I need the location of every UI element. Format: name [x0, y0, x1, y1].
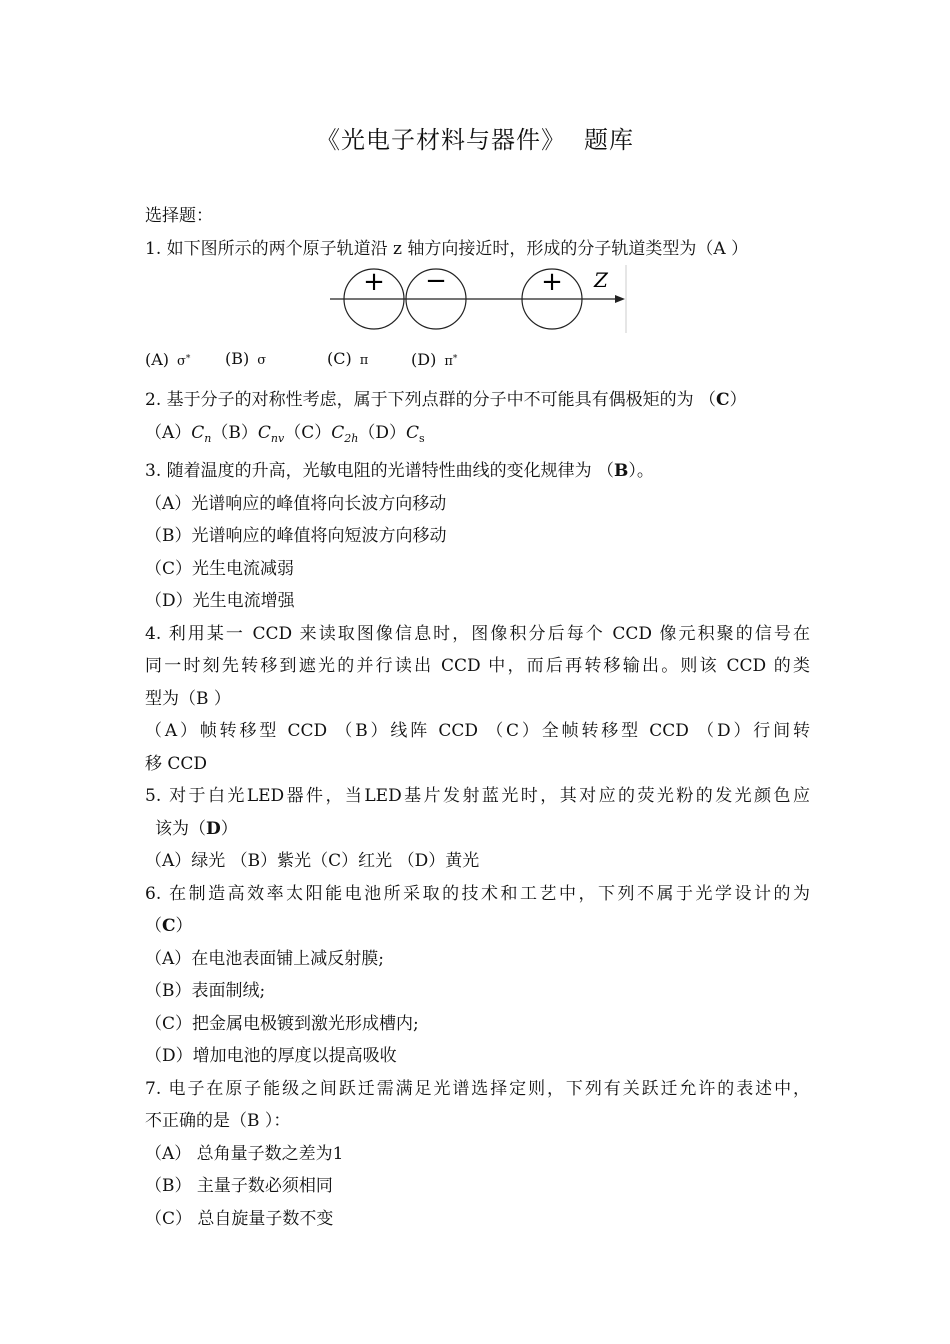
question-4-line-1: 4. 利用某一 CCD 来读取图像信息时，图像积分后每个 CCD 像元积聚的信号在: [145, 623, 810, 644]
question-5-line-2: 该为（D）: [155, 818, 238, 839]
q3-option-c: （C）光生电流减弱: [145, 558, 295, 579]
orbital-sign-2: −: [425, 266, 447, 296]
q7-option-c: （C） 总自旋量子数不变: [145, 1208, 334, 1229]
q3-option-a: （A）光谱响应的峰值将向长波方向移动: [145, 493, 447, 514]
title-sub: 题库: [584, 126, 634, 154]
page-title: [0, 120, 950, 155]
orbital-sign-1: +: [363, 267, 385, 297]
question-1-options: [145, 343, 810, 378]
question-list: [145, 200, 810, 1235]
q2-option-b: $(B)C_{nv}$: [211, 422, 285, 445]
question-6-line-1: 6. 在制造高效率太阳能电池所采取的技术和工艺中，下列不属于光学设计的为: [145, 883, 810, 904]
q2-option-a: $(A)C_n$: [145, 422, 212, 445]
question-2-stem: 2. 基于分子的对称性考虑，属于下列点群的分子中不可能具有偶极矩的为 （C）: [145, 390, 747, 410]
question-5-options: （A）绿光 （B）紫光（C）红光 （D）黄光: [145, 851, 480, 871]
q1-option-a: (A) σ*: [145, 350, 191, 369]
q2-answer: C: [716, 390, 730, 410]
q1-option-b: (B) σ: [225, 349, 267, 368]
question-4-line-3: 型为（B ）: [145, 688, 231, 709]
question-3-stem: 3. 随着温度的升高，光敏电阻的光谱特性曲线的变化规律为 （B）。: [145, 461, 654, 481]
q2-option-c: $(C)C_{2h}$: [284, 422, 359, 445]
q1-option-c: (C) π: [327, 349, 369, 368]
q6-answer: C: [162, 916, 176, 936]
q3-option-d: （D）光生电流增强: [145, 591, 295, 611]
question-2-options: [145, 417, 810, 456]
q2-option-d: $(D)C_s$: [358, 422, 425, 445]
q5-answer: D: [206, 818, 221, 839]
question-6-line-2: （C）: [145, 916, 193, 936]
q3-option-b: （B）光谱响应的峰值将向短波方向移动: [145, 526, 447, 546]
orbital-diagram: [145, 265, 810, 347]
q6-option-a: （A）在电池表面铺上减反射膜;: [145, 948, 385, 969]
q6-option-d: （D）增加电池的厚度以提高吸收: [145, 1046, 397, 1066]
question-5-line-1: 5. 对于白光LED器件，当LED基片发射蓝光时，其对应的荧光粉的发光颜色应: [145, 786, 810, 806]
section-heading: 选择题：: [145, 206, 213, 226]
orbital-sign-3: +: [541, 267, 563, 297]
q7-option-b: （B） 主量子数必须相同: [145, 1176, 333, 1196]
orbital-svg: [330, 265, 630, 345]
q6-option-b: （B）表面制绒;: [145, 981, 266, 1001]
question-4-options-line-2: 移 CCD: [145, 753, 208, 774]
question-7-line-2: 不正确的是（B ）：: [145, 1111, 291, 1131]
z-axis-arrow: [615, 295, 625, 303]
q1-option-d: (D) π*: [411, 350, 458, 369]
question-4-line-2: 同一时刻先转移到遮光的并行读出 CCD 中，而后再转移输出。则该 CCD 的类: [145, 656, 810, 676]
question-4-options-line-1: （A）帧转移型 CCD （B）线阵 CCD （C）全帧转移型 CCD （D）行间转: [145, 721, 810, 741]
q6-option-c: （C）把金属电极镀到激光形成槽内;: [145, 1013, 419, 1034]
question-7-line-1: 7. 电子在原子能级之间跃迁需满足光谱选择定则，下列有关跃迁允许的表述中，: [145, 1078, 810, 1099]
question-1-stem: 1. 如下图所示的两个原子轨道沿 z 轴方向接近时，形成的分子轨道类型为（A ）: [145, 238, 749, 259]
q7-option-a: （A） 总角量子数之差为1: [145, 1143, 344, 1164]
z-axis-label: Z: [594, 268, 608, 292]
title-main: 《光电子材料与器件》: [316, 126, 566, 154]
q3-answer: B: [614, 461, 629, 481]
